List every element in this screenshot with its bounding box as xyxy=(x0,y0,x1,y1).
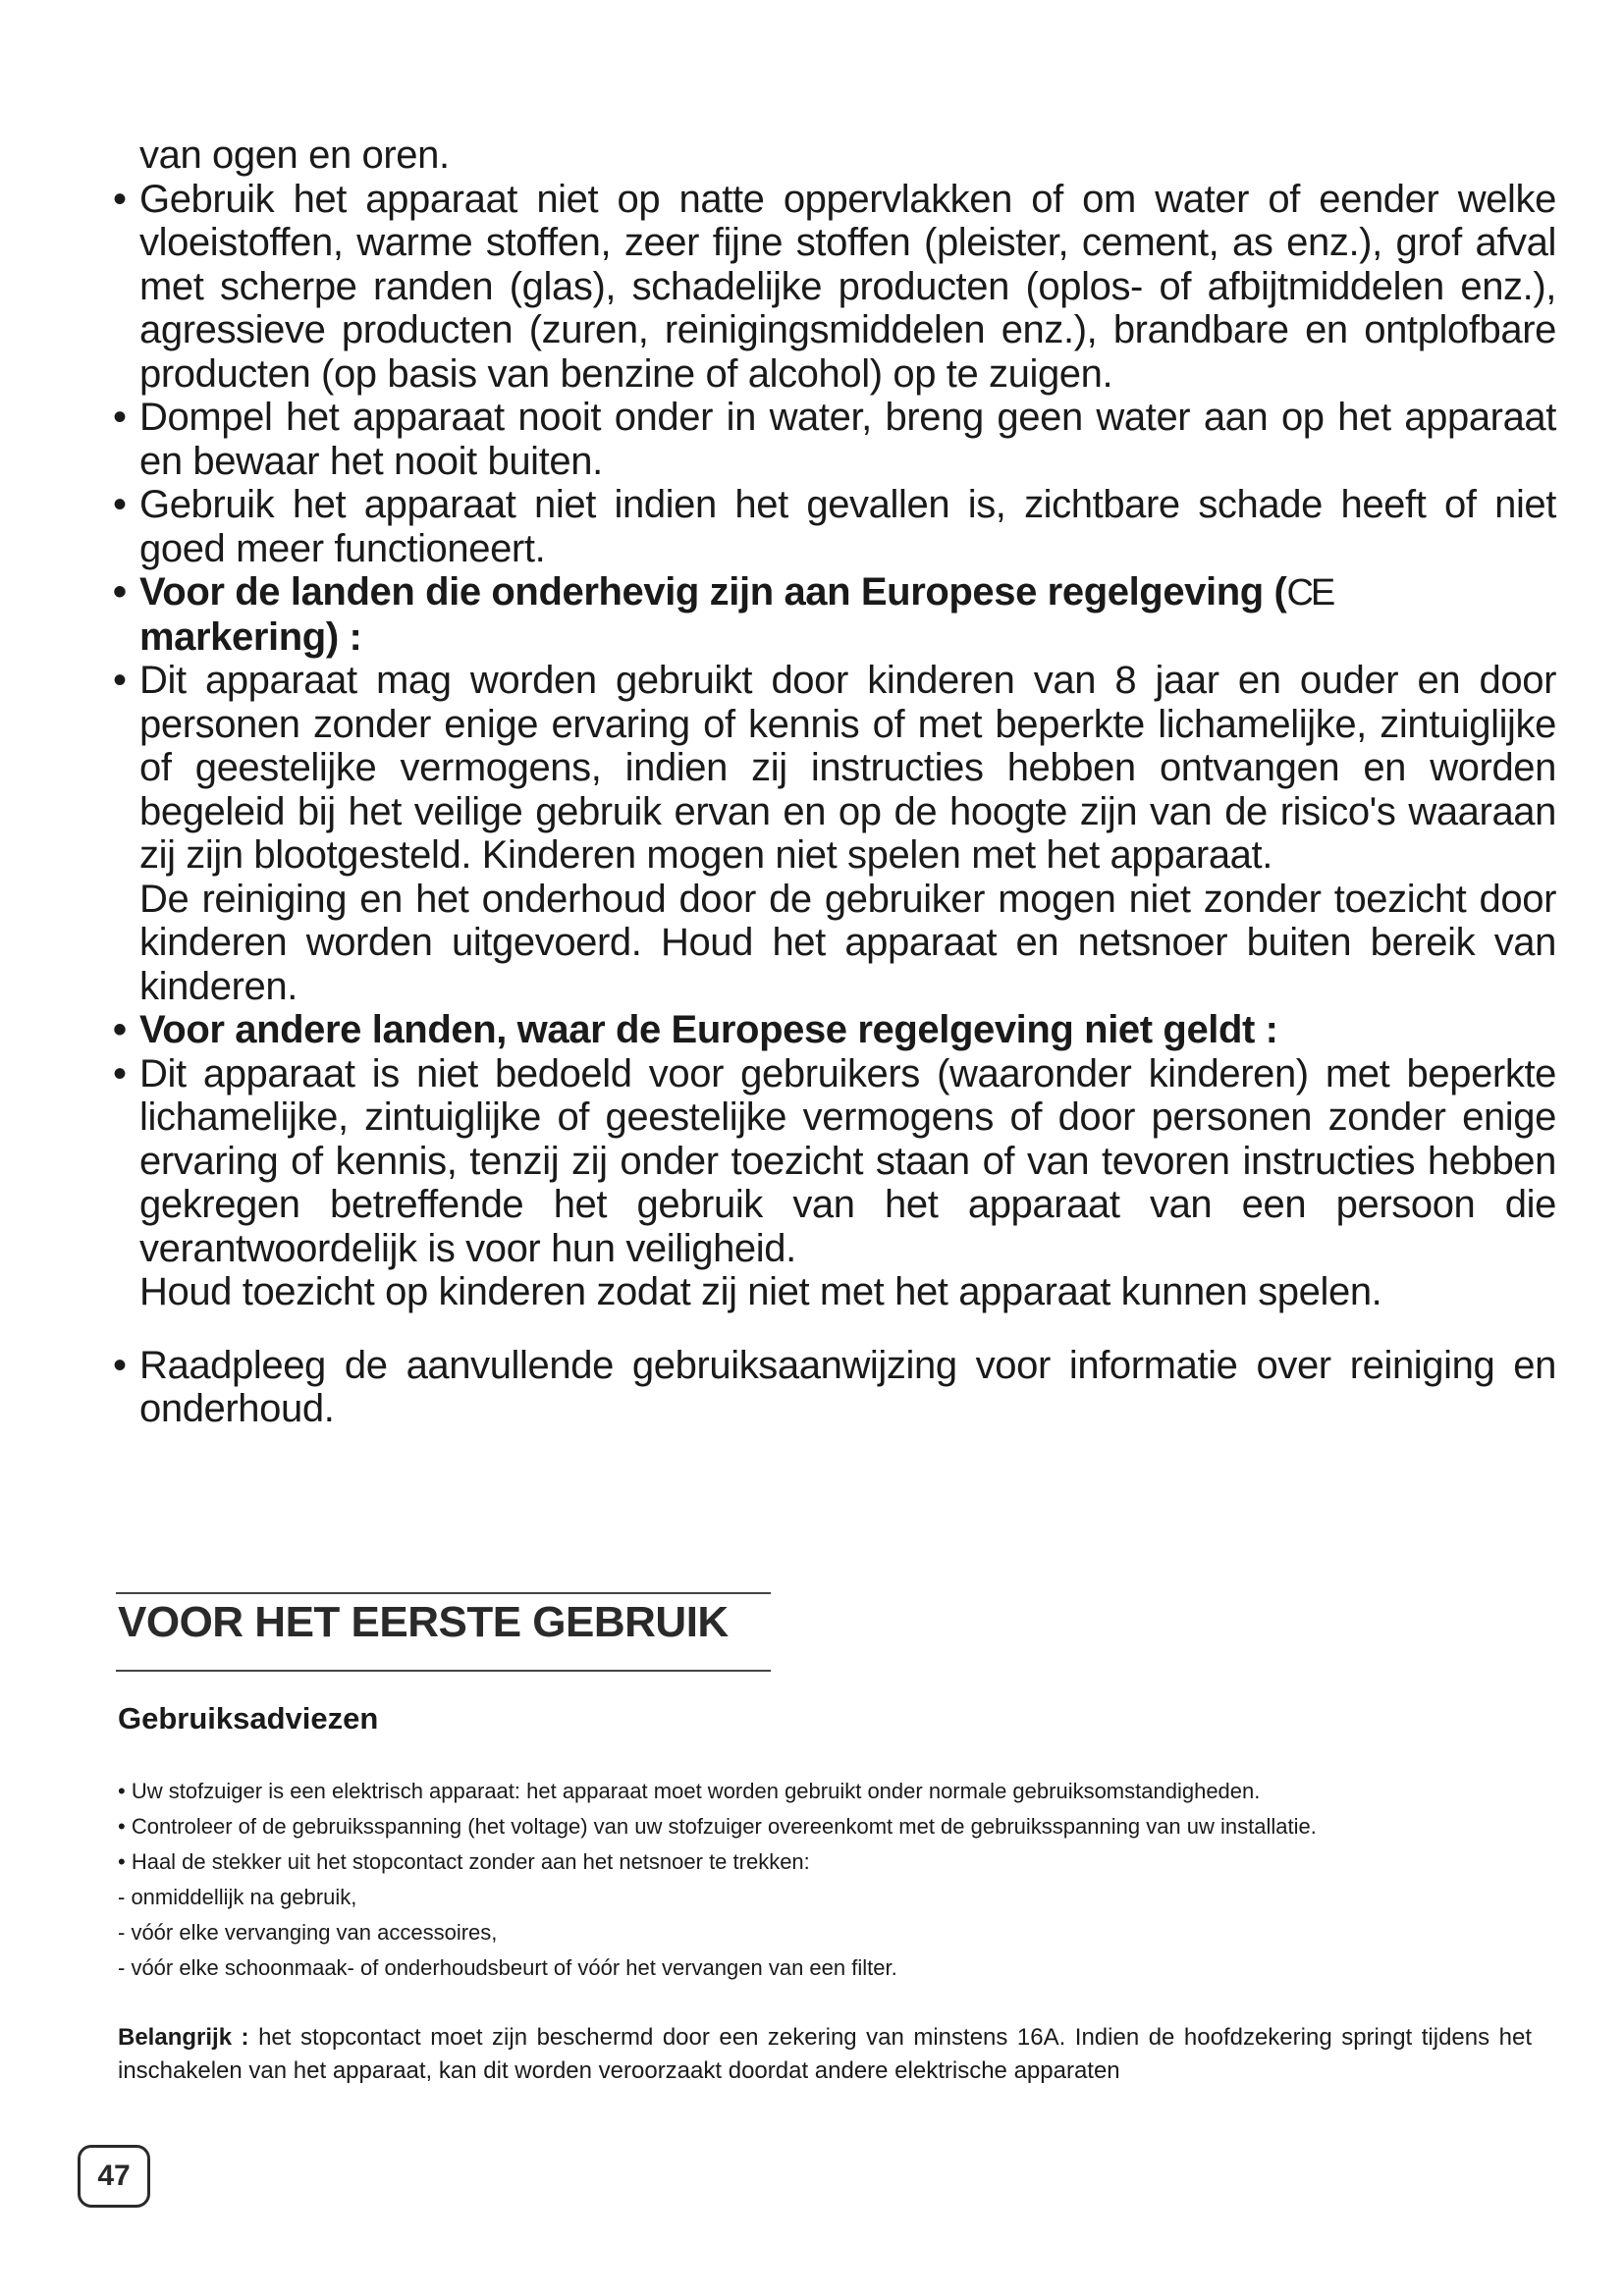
bullet-marker: • xyxy=(113,177,127,221)
list-item xyxy=(113,396,1556,483)
list-item: - vóór elke schoonmaak- of onderhoudsbeurt of vóór het vervangen van een filter. xyxy=(118,1955,897,1980)
safety-instructions xyxy=(113,133,1556,1431)
eu-text: Dit apparaat mag worden gebruikt door kinderen van 8 jaar en ouder en door personen zonder enige ervaring of kennis of met beperkte lichamelijke, zintuiglijke of geestelijke vermogens, indien zij instructies hebben ontvangen en worden begeleid bij het veilige gebruik ervan en op de hoogte zijn van de risico's waaraan zij zijn blootgesteld. Kinderen mogen niet spelen met het apparaat. xyxy=(139,659,1556,877)
important-note xyxy=(118,2021,1532,2088)
list-item: • Uw stofzuiger is een elektrisch apparaat: het apparaat moet worden gebruikt onder normale gebruiksomstandigheden. xyxy=(118,1779,1261,1803)
list-item xyxy=(113,1008,1556,1052)
non-eu-text-2: Houd toezicht op kinderen zodat zij niet met het apparaat kunnen spelen. xyxy=(139,1270,1382,1313)
continuation-text: van ogen en oren. xyxy=(139,133,450,177)
section-title: VOOR HET EERSTE GEBRUIK xyxy=(118,1598,729,1646)
bullet-text-damage: Gebruik het apparaat niet indien het gevallen is, zichtbare schade heeft of niet goed meer functioneert. xyxy=(139,483,1556,570)
eu-heading xyxy=(139,570,1556,659)
bullet-text-liquids: Gebruik het apparaat niet op natte oppervlakken of om water of eender welke vloeistoffen, warme stoffen, zeer fijne stoffen (pleister, cement, as enz.), grof afval met scherpe randen (glas), schadelijke producten (oplos- of afbijtmiddelen enz.), agressieve producten (zuren, reinigingsmiddelen enz.), brandbare en ontplofbare producten (op basis van benzine of alcohol) op te zuigen. xyxy=(139,177,1556,396)
non-eu-text: Dit apparaat is niet bedoeld voor gebruikers (waaronder kinderen) met beperkte lichamelijke, zintuiglijke of geestelijke vermogens of door personen zonder enige ervaring of kennis, tenzij zij onder toezicht staan of van tevoren instructies hebben gekregen betreffende het gebruik van het apparaat van een persoon die verantwoordelijk is voor hun veiligheid. xyxy=(139,1051,1556,1270)
list-item xyxy=(113,1052,1556,1271)
section-rule-bottom xyxy=(116,1670,771,1672)
bullet-marker: • xyxy=(113,483,127,526)
bullet-text-water: Dompel het apparaat nooit onder in water, breng geen water aan op het apparaat en bewaar het nooit buiten. xyxy=(139,396,1556,483)
list-item xyxy=(113,659,1556,878)
subsection-title: Gebruiksadviezen xyxy=(118,1701,379,1735)
bullet-marker: • xyxy=(113,570,127,614)
eu-heading-end: markering) : xyxy=(139,614,362,659)
list-item: - onmiddellijk na gebruik, xyxy=(118,1885,357,1909)
list-item xyxy=(113,483,1556,570)
eu-heading-text: Voor de landen die onderhevig zijn aan Europese regelgeving ( xyxy=(139,570,1287,614)
note-text: het stopcontact moet zijn beschermd door een zekering van minstens 16A. Indien de hoofdzekering springt tijdens het inschakelen van het apparaat, kan dit worden veroorzaakt doordat andere elektrische apparaten xyxy=(118,2024,1532,2084)
bullet-marker: • xyxy=(113,1343,127,1387)
bullet-marker: • xyxy=(113,1008,127,1051)
list-item xyxy=(113,1344,1556,1431)
bullet-marker: • xyxy=(113,396,127,439)
eu-text-2: De reiniging en het onderhoud door de gebruiker mogen niet zonder toezicht door kinderen worden uitgevoerd. Houd het apparaat en netsnoer buiten bereik van kinderen. xyxy=(139,877,1556,1008)
list-item: • Controleer of de gebruiksspanning (het voltage) van uw stofzuiger overeenkomt met de gebruiksspanning van uw installatie. xyxy=(118,1814,1317,1839)
ce-mark-icon: CE xyxy=(1286,572,1333,614)
note-label: Belangrijk : xyxy=(118,2024,249,2051)
bullet-marker: • xyxy=(113,1051,127,1095)
final-bullet-text: Raadpleeg de aanvullende gebruiksaanwijzing voor informatie over reiniging en onderhoud. xyxy=(139,1343,1556,1430)
section-rule-top xyxy=(116,1592,771,1594)
spacer xyxy=(113,1314,1556,1344)
list-item: • Haal de stekker uit het stopcontact zonder aan het netsnoer te trekken: xyxy=(118,1849,810,1874)
bullet-marker: • xyxy=(113,659,127,702)
usage-advice-list xyxy=(118,1774,1532,1986)
list-item xyxy=(113,570,1556,659)
page-number: 47 xyxy=(78,2145,150,2208)
non-eu-heading: Voor andere landen, waar de Europese regelgeving niet geldt : xyxy=(139,1008,1278,1051)
list-item: - vóór elke vervanging van accessoires, xyxy=(118,1920,498,1945)
list-item xyxy=(113,178,1556,397)
